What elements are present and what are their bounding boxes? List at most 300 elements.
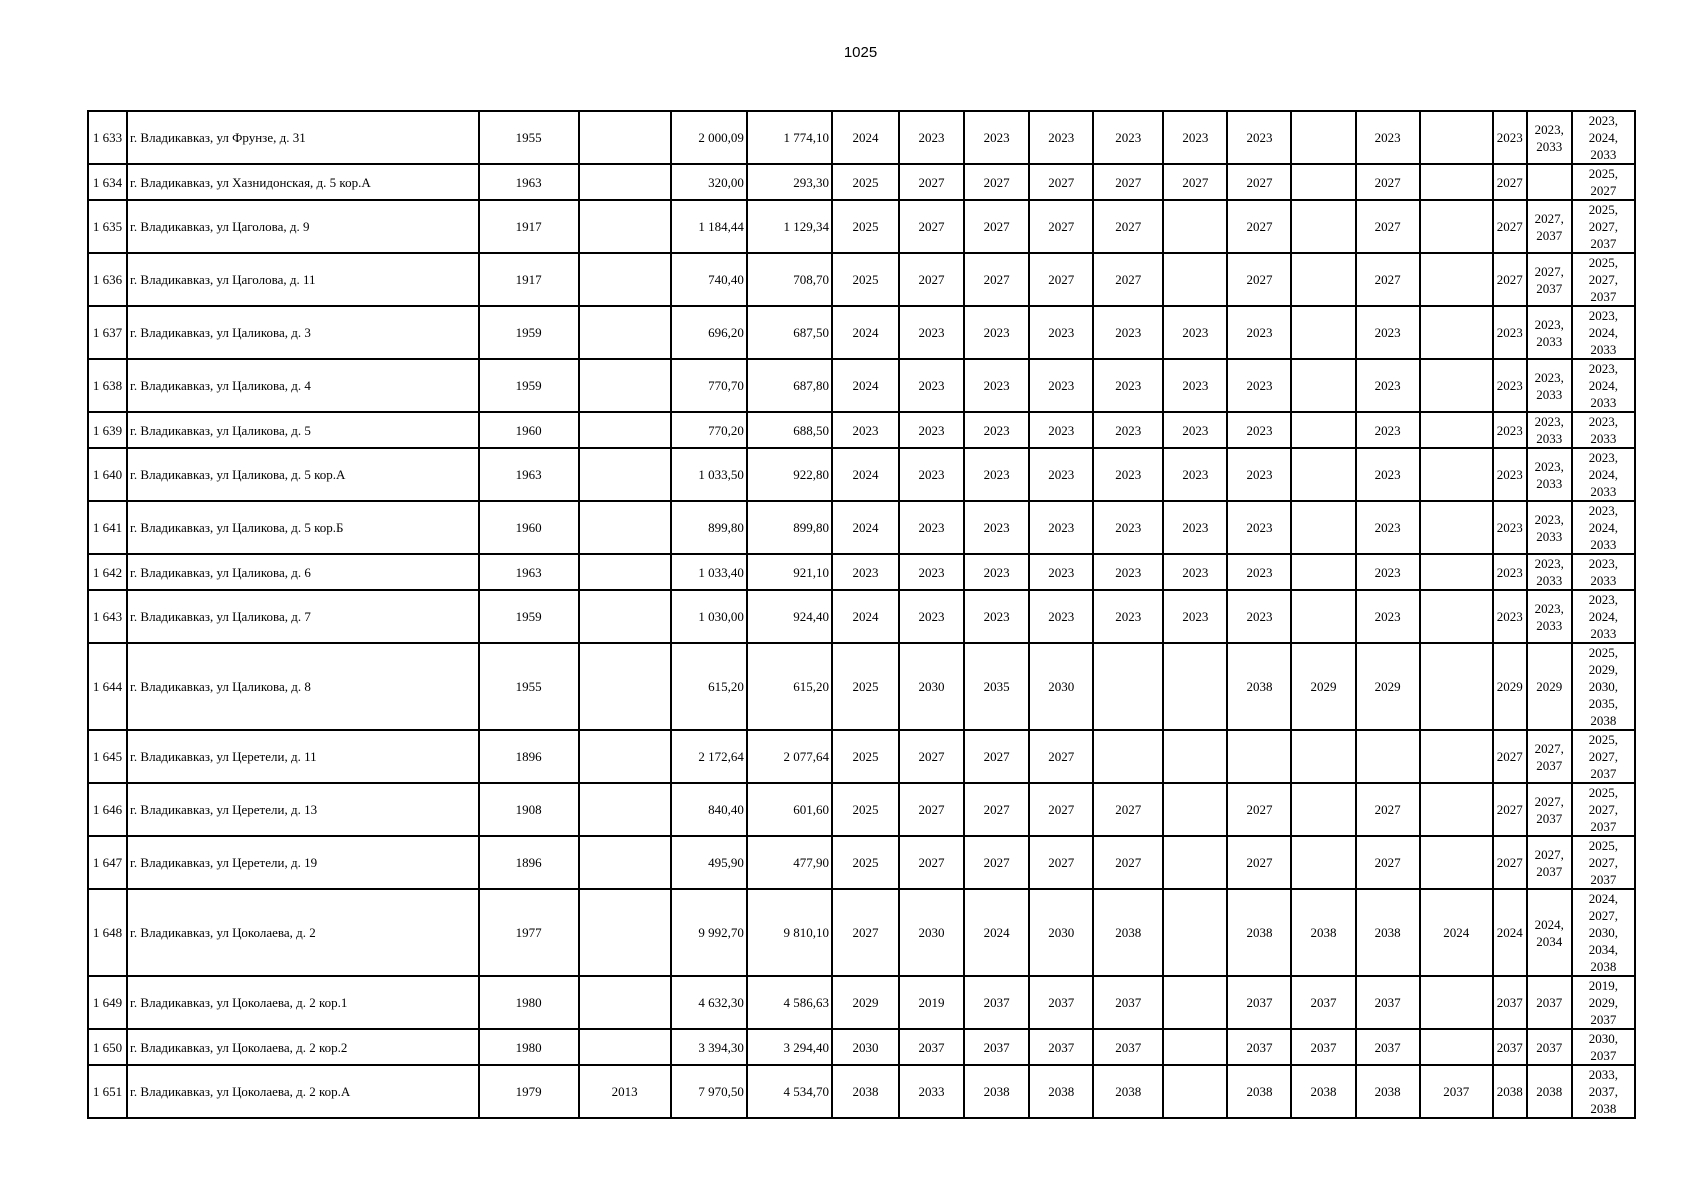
table-cell: 2027 [832, 889, 899, 976]
table-cell: 2023 [1093, 111, 1163, 164]
table-cell: 2023 [1163, 554, 1227, 590]
table-cell [1420, 836, 1493, 889]
table-cell: 2027 [964, 836, 1029, 889]
table-cell: 2023 [1356, 359, 1420, 412]
table-cell: 2027 [1093, 200, 1163, 253]
table-cell: 2025 [832, 164, 899, 200]
table-cell: 2027 [1029, 164, 1093, 200]
table-cell: 2037 [1527, 976, 1572, 1029]
table-cell: 2023 [1356, 590, 1420, 643]
table-cell: 2038 [1527, 1065, 1572, 1118]
table-cell [1163, 976, 1227, 1029]
table-row [88, 976, 1635, 1029]
table-cell: 2023 [1093, 501, 1163, 554]
table-cell: 2023 [964, 111, 1029, 164]
table-cell: 2023 [1029, 448, 1093, 501]
table-cell: 2023 [1356, 412, 1420, 448]
table-cell [1227, 730, 1291, 783]
table-cell [1291, 412, 1355, 448]
table-cell: 2023 [899, 554, 964, 590]
table-cell: 2023 [1493, 111, 1527, 164]
table-cell: 2024 [832, 448, 899, 501]
table-cell: 2037 [1093, 976, 1163, 1029]
table-row [88, 253, 1635, 306]
table-cell [1291, 111, 1355, 164]
table-cell: 2023 [1227, 554, 1291, 590]
table-cell: 2029 [1493, 643, 1527, 730]
table-cell: 2023, 2033 [1527, 590, 1572, 643]
table-cell: 2023 [1163, 590, 1227, 643]
table-cell [579, 643, 671, 730]
table-cell: 2038 [1227, 643, 1291, 730]
table-cell: 2038 [1227, 1065, 1291, 1118]
table-row [88, 643, 1635, 730]
table-cell: 2023 [1493, 359, 1527, 412]
table-row [88, 730, 1635, 783]
table-cell: 2025 [832, 783, 899, 836]
row-number-cell: 1 650 [88, 1029, 127, 1065]
table-cell: 2027 [1029, 253, 1093, 306]
table-cell: 2023 [964, 306, 1029, 359]
table-cell: 2023 [1356, 554, 1420, 590]
table-cell: 2038 [1291, 889, 1355, 976]
table-cell: 2029 [1527, 643, 1572, 730]
table-cell: 2019 [899, 976, 964, 1029]
table-cell [1420, 200, 1493, 253]
table-cell: 2027, 2037 [1527, 836, 1572, 889]
table-cell: 2024, 2034 [1527, 889, 1572, 976]
table-cell [579, 164, 671, 200]
table-cell: 2023, 2024, 2033 [1572, 448, 1635, 501]
table-cell: 2027 [964, 730, 1029, 783]
row-number-cell: 1 642 [88, 554, 127, 590]
table-cell: 2037 [1356, 976, 1420, 1029]
table-cell: 2027, 2037 [1527, 783, 1572, 836]
table-cell: 2023 [1163, 448, 1227, 501]
table-cell: 2023 [1227, 448, 1291, 501]
table-cell [1291, 836, 1355, 889]
table-cell [1527, 164, 1572, 200]
table-cell: 2023 [1227, 412, 1291, 448]
table-cell [579, 501, 671, 554]
table-cell [1163, 783, 1227, 836]
row-number-cell: 1 636 [88, 253, 127, 306]
table-cell: 2023 [1493, 554, 1527, 590]
table-cell: 2025, 2027, 2037 [1572, 253, 1635, 306]
table-cell: 1977 [479, 889, 579, 976]
table-cell: 2024, 2027, 2030, 2034, 2038 [1572, 889, 1635, 976]
table-cell: 1963 [479, 554, 579, 590]
table-cell: 2030, 2037 [1572, 1029, 1635, 1065]
table-cell: 615,20 [747, 643, 832, 730]
table-cell: 2023 [1163, 359, 1227, 412]
table-cell: 1 129,34 [747, 200, 832, 253]
table-cell: 2023 [1493, 306, 1527, 359]
row-number-cell: 1 634 [88, 164, 127, 200]
table-cell: 2023, 2033 [1527, 501, 1572, 554]
table-cell: 2025, 2027, 2037 [1572, 836, 1635, 889]
table-cell: 2030 [1029, 643, 1093, 730]
table-cell: 2027 [1356, 164, 1420, 200]
table-cell: 2025, 2027, 2037 [1572, 200, 1635, 253]
table-cell: 2033 [899, 1065, 964, 1118]
table-cell: 2033, 2037, 2038 [1572, 1065, 1635, 1118]
table-cell: 2027, 2037 [1527, 200, 1572, 253]
table-cell: 1 033,50 [671, 448, 747, 501]
table-cell: 2027 [1029, 200, 1093, 253]
table-cell: 2023 [1227, 501, 1291, 554]
table-cell: 615,20 [671, 643, 747, 730]
table-row [88, 1029, 1635, 1065]
table-cell [579, 306, 671, 359]
table-cell: 2 172,64 [671, 730, 747, 783]
table-cell: 2037 [1356, 1029, 1420, 1065]
table-cell [1291, 200, 1355, 253]
table-cell: 2037 [964, 976, 1029, 1029]
table-cell: 1960 [479, 412, 579, 448]
table-cell: 2023 [964, 412, 1029, 448]
table-row [88, 836, 1635, 889]
table-row [88, 306, 1635, 359]
table-cell [1093, 730, 1163, 783]
row-number-cell: 1 637 [88, 306, 127, 359]
table-cell: 2027 [964, 164, 1029, 200]
housing-register-table [87, 110, 1636, 1119]
table-cell: 2027 [1163, 164, 1227, 200]
table-cell [1420, 590, 1493, 643]
address-cell: г. Владикавказ, ул Церетели, д. 13 [127, 783, 478, 836]
table-cell: 2027 [1356, 783, 1420, 836]
table-cell: 2024 [1493, 889, 1527, 976]
address-cell: г. Владикавказ, ул Цаликова, д. 7 [127, 590, 478, 643]
table-cell: 2025 [832, 253, 899, 306]
table-cell: 2027, 2037 [1527, 253, 1572, 306]
table-cell: 2037 [1093, 1029, 1163, 1065]
table-cell [1420, 1029, 1493, 1065]
table-cell: 2037 [1291, 976, 1355, 1029]
table-cell: 2024 [832, 306, 899, 359]
table-cell [1420, 253, 1493, 306]
table-cell: 2024 [964, 889, 1029, 976]
table-cell: 2025, 2027, 2037 [1572, 783, 1635, 836]
table-cell: 2023 [1029, 306, 1093, 359]
table-cell: 2023, 2033 [1527, 448, 1572, 501]
table-cell: 2023, 2033 [1527, 111, 1572, 164]
row-number-cell: 1 644 [88, 643, 127, 730]
table-cell [1420, 554, 1493, 590]
table-cell: 1960 [479, 501, 579, 554]
table-cell: 2023 [964, 590, 1029, 643]
table-cell: 2027 [1227, 164, 1291, 200]
table-cell: 2025 [832, 730, 899, 783]
table-cell: 320,00 [671, 164, 747, 200]
table-cell: 2027 [1356, 836, 1420, 889]
table-cell: 2027 [1093, 783, 1163, 836]
table-cell [1291, 253, 1355, 306]
table-cell: 2027 [1093, 836, 1163, 889]
table-cell [1356, 730, 1420, 783]
table-cell [1420, 164, 1493, 200]
table-cell [1291, 730, 1355, 783]
table-cell: 2027 [1493, 253, 1527, 306]
table-cell: 2027 [1227, 783, 1291, 836]
table-cell: 2023 [1356, 448, 1420, 501]
table-cell: 2023 [1093, 554, 1163, 590]
table-cell: 2023 [899, 448, 964, 501]
table-cell: 2013 [579, 1065, 671, 1118]
table-row [88, 501, 1635, 554]
table-cell: 2027 [1493, 783, 1527, 836]
table-cell: 2023, 2024, 2033 [1572, 111, 1635, 164]
row-number-cell: 1 639 [88, 412, 127, 448]
table-cell: 2037 [1527, 1029, 1572, 1065]
table-cell: 924,40 [747, 590, 832, 643]
table-cell: 2025 [832, 836, 899, 889]
table-cell: 2038 [1029, 1065, 1093, 1118]
address-cell: г. Владикавказ, ул Цоколаева, д. 2 кор.А [127, 1065, 478, 1118]
table-cell: 688,50 [747, 412, 832, 448]
table-cell [1291, 306, 1355, 359]
table-cell [1420, 976, 1493, 1029]
table-row [88, 412, 1635, 448]
table-cell: 2027 [1029, 730, 1093, 783]
table-cell: 2027 [1493, 164, 1527, 200]
table-cell: 2023 [1093, 306, 1163, 359]
table-cell: 2038 [1493, 1065, 1527, 1118]
table-cell: 2038 [1356, 889, 1420, 976]
table-cell: 1980 [479, 1029, 579, 1065]
table-cell: 2023, 2024, 2033 [1572, 590, 1635, 643]
row-number-cell: 1 645 [88, 730, 127, 783]
table-cell: 2027 [1227, 253, 1291, 306]
table-cell: 2030 [832, 1029, 899, 1065]
table-cell: 2024 [832, 590, 899, 643]
table-cell: 921,10 [747, 554, 832, 590]
table-cell: 1908 [479, 783, 579, 836]
table-cell: 1 774,10 [747, 111, 832, 164]
row-number-cell: 1 651 [88, 1065, 127, 1118]
table-cell [1420, 306, 1493, 359]
table-cell: 7 970,50 [671, 1065, 747, 1118]
table-cell: 2027 [1029, 836, 1093, 889]
table-cell: 2027 [899, 164, 964, 200]
table-cell: 477,90 [747, 836, 832, 889]
table-cell [1291, 554, 1355, 590]
table-cell: 3 294,40 [747, 1029, 832, 1065]
table-cell: 2023, 2033 [1572, 412, 1635, 448]
address-cell: г. Владикавказ, ул Цаголова, д. 9 [127, 200, 478, 253]
table-cell: 2038 [1093, 889, 1163, 976]
table-row [88, 448, 1635, 501]
table-cell: 2038 [1227, 889, 1291, 976]
table-cell [579, 889, 671, 976]
table-cell: 2023 [899, 590, 964, 643]
table-cell [579, 590, 671, 643]
address-cell: г. Владикавказ, ул Хазнидонская, д. 5 кор.А [127, 164, 478, 200]
table-cell [1093, 643, 1163, 730]
table-cell [579, 1029, 671, 1065]
table-cell: 2027 [1093, 164, 1163, 200]
table-cell: 2023, 2033 [1527, 306, 1572, 359]
table-cell: 1896 [479, 836, 579, 889]
table-cell: 2030 [1029, 889, 1093, 976]
table-cell: 1959 [479, 359, 579, 412]
row-number-cell: 1 640 [88, 448, 127, 501]
table-cell: 2023 [1029, 359, 1093, 412]
table-cell: 1959 [479, 306, 579, 359]
page-number: 1025 [843, 44, 878, 61]
table-cell: 495,90 [671, 836, 747, 889]
address-cell: г. Владикавказ, ул Цаликова, д. 5 [127, 412, 478, 448]
table-cell [1163, 730, 1227, 783]
address-cell: г. Владикавказ, ул Цаликова, д. 6 [127, 554, 478, 590]
table-cell: 2035 [964, 643, 1029, 730]
table-cell [1163, 889, 1227, 976]
table-cell: 2023 [1493, 590, 1527, 643]
table-cell: 2023 [1163, 412, 1227, 448]
table-cell: 2023, 2033 [1527, 554, 1572, 590]
table-cell: 2023 [1093, 359, 1163, 412]
table-cell: 2027 [1493, 730, 1527, 783]
table-row [88, 889, 1635, 976]
table-cell: 2023 [964, 448, 1029, 501]
table-cell: 2027 [899, 783, 964, 836]
table-cell: 740,40 [671, 253, 747, 306]
table-cell [579, 253, 671, 306]
table-cell: 2027, 2037 [1527, 730, 1572, 783]
table-cell: 2023 [1029, 554, 1093, 590]
address-cell: г. Владикавказ, ул Цаликова, д. 5 кор.А [127, 448, 478, 501]
table-cell: 2023, 2033 [1527, 412, 1572, 448]
table-cell: 2038 [1093, 1065, 1163, 1118]
table-cell: 2025, 2027 [1572, 164, 1635, 200]
table-cell: 1963 [479, 448, 579, 501]
table-cell: 1 030,00 [671, 590, 747, 643]
table-cell: 1979 [479, 1065, 579, 1118]
table-cell: 2023 [899, 111, 964, 164]
table-cell: 2029 [1291, 643, 1355, 730]
table-cell: 2023 [1029, 590, 1093, 643]
table-cell: 2023 [1356, 501, 1420, 554]
table-cell: 2023 [1493, 501, 1527, 554]
table-cell [1420, 501, 1493, 554]
table-row [88, 359, 1635, 412]
table-cell: 770,70 [671, 359, 747, 412]
table-cell: 2023 [1227, 306, 1291, 359]
table-cell [1163, 643, 1227, 730]
address-cell: г. Владикавказ, ул Церетели, д. 19 [127, 836, 478, 889]
table-cell: 2027 [1029, 783, 1093, 836]
table-cell: 840,40 [671, 783, 747, 836]
row-number-cell: 1 641 [88, 501, 127, 554]
table-cell: 922,80 [747, 448, 832, 501]
table-cell: 2023 [832, 412, 899, 448]
table-cell: 2027 [964, 783, 1029, 836]
table-cell: 2023 [899, 412, 964, 448]
table-row [88, 783, 1635, 836]
table-cell [1420, 730, 1493, 783]
table-cell: 2027 [1356, 200, 1420, 253]
table-cell: 899,80 [747, 501, 832, 554]
table-cell: 2023 [1093, 448, 1163, 501]
row-number-cell: 1 646 [88, 783, 127, 836]
address-cell: г. Владикавказ, ул Фрунзе, д. 31 [127, 111, 478, 164]
table-cell: 2027 [1356, 253, 1420, 306]
table-cell: 2023 [899, 306, 964, 359]
table-cell: 2027 [899, 730, 964, 783]
table-cell [579, 730, 671, 783]
table-cell: 2027 [899, 836, 964, 889]
table-cell: 1896 [479, 730, 579, 783]
table-cell: 2030 [899, 889, 964, 976]
table-cell: 4 586,63 [747, 976, 832, 1029]
table-cell [1163, 1065, 1227, 1118]
table-cell: 2027 [899, 253, 964, 306]
table-cell: 2027 [964, 253, 1029, 306]
table-body [88, 111, 1635, 1118]
table-cell: 2037 [1029, 1029, 1093, 1065]
row-number-cell: 1 633 [88, 111, 127, 164]
table-cell: 2037 [1291, 1029, 1355, 1065]
table-cell: 2030 [899, 643, 964, 730]
row-number-cell: 1 638 [88, 359, 127, 412]
table-cell: 9 992,70 [671, 889, 747, 976]
table-cell [1420, 412, 1493, 448]
row-number-cell: 1 649 [88, 976, 127, 1029]
table-cell: 2037 [1227, 976, 1291, 1029]
row-number-cell: 1 648 [88, 889, 127, 976]
table-cell: 2023 [1163, 306, 1227, 359]
table-cell: 1 033,40 [671, 554, 747, 590]
table-cell: 2024 [1420, 889, 1493, 976]
table-cell [1291, 164, 1355, 200]
table-cell: 293,30 [747, 164, 832, 200]
table-cell: 2023 [1163, 501, 1227, 554]
table-cell [1420, 448, 1493, 501]
table-cell: 2025 [832, 643, 899, 730]
table-cell: 1955 [479, 111, 579, 164]
table-cell [1420, 643, 1493, 730]
table-cell [579, 200, 671, 253]
table-cell: 2027 [1093, 253, 1163, 306]
table-cell: 2023 [1493, 412, 1527, 448]
table-cell: 2023 [964, 554, 1029, 590]
table-cell: 2038 [964, 1065, 1029, 1118]
table-cell: 2024 [832, 111, 899, 164]
table-cell: 4 534,70 [747, 1065, 832, 1118]
table-cell: 2023 [1029, 501, 1093, 554]
address-cell: г. Владикавказ, ул Цаликова, д. 3 [127, 306, 478, 359]
table-cell: 2027 [964, 200, 1029, 253]
table-cell: 2023, 2024, 2033 [1572, 501, 1635, 554]
table-row [88, 200, 1635, 253]
table-cell: 1917 [479, 253, 579, 306]
table-cell: 2023, 2033 [1572, 554, 1635, 590]
table-cell: 2025 [832, 200, 899, 253]
table-cell: 2023 [1029, 111, 1093, 164]
table-cell [579, 976, 671, 1029]
row-number-cell: 1 647 [88, 836, 127, 889]
table-cell [1291, 783, 1355, 836]
table-cell: 2024 [832, 501, 899, 554]
table-cell [1291, 359, 1355, 412]
table-cell: 2024 [832, 359, 899, 412]
table-cell: 2023, 2024, 2033 [1572, 359, 1635, 412]
table-cell: 2037 [1493, 976, 1527, 1029]
table-row [88, 164, 1635, 200]
address-cell: г. Владикавказ, ул Церетели, д. 11 [127, 730, 478, 783]
table-cell [1163, 1029, 1227, 1065]
